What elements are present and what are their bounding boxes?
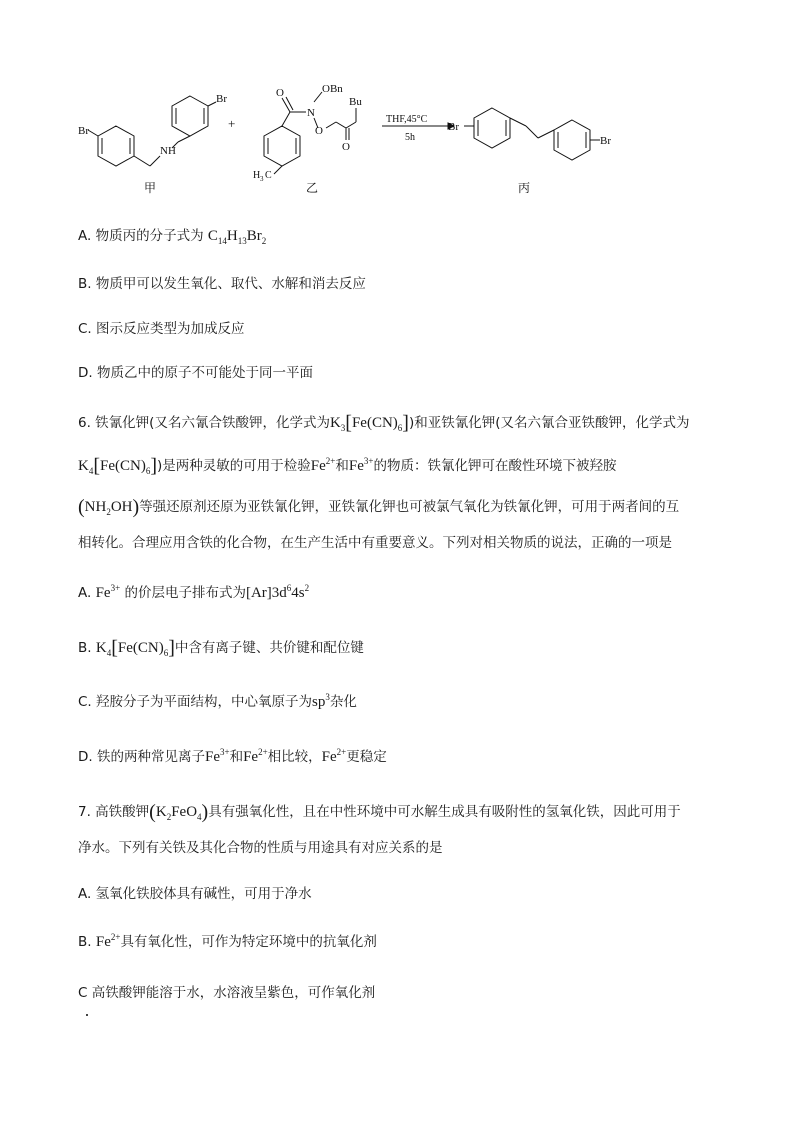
formula-sub: 4 (106, 648, 112, 658)
formula-sup: 3+ (363, 456, 374, 466)
formula: $K_3[Fe(CN)_6]$ (329, 412, 409, 434)
formula-part: Fe (321, 749, 337, 765)
atom-label: Br (78, 125, 89, 137)
option-a: A. 氢氧化铁胶体具有碱性，可用于净水 (78, 886, 312, 902)
formula-sup: 6 (286, 583, 292, 593)
atom-label: Br (448, 121, 459, 133)
formula-part: K (95, 640, 107, 656)
option-text: 和 (229, 749, 244, 765)
benzene-ring (264, 126, 300, 166)
option-text: 杂化 (329, 694, 357, 710)
formula-part: NH (84, 499, 107, 515)
formula-sup: 2+ (258, 747, 268, 757)
compound-label: 乙 (306, 181, 319, 195)
option-b (78, 638, 364, 658)
formula-sup: 3+ (110, 583, 121, 593)
formula-part: H (226, 228, 238, 244)
question-6-line-4: 相转化。合理应用含铁的化合物，在生产生活中有重要意义。下列对相关物质的说法，正确的一项是 (78, 535, 672, 551)
formula-part: Br (246, 228, 262, 244)
option-text: B. (78, 640, 96, 656)
benzene-ring (554, 120, 590, 160)
option-text: 相比较， (267, 749, 322, 765)
question-6-line-3 (78, 497, 679, 517)
option-c: C 高铁酸钾能溶于水，水溶液呈紫色，可作氧化剂 (78, 985, 376, 1001)
option-b: B. 物质甲可以发生氧化、取代、水解和消去反应 (78, 276, 366, 292)
atom-label: O (315, 125, 323, 137)
formula (311, 458, 336, 474)
atom-label: N (307, 107, 315, 119)
question-text: 6. 铁氰化钾(又名六氰合铁酸钾，化学式为 (78, 415, 330, 431)
question-text: )和亚铁氰化钾(又名六氰合亚铁酸钾，化学式为 (408, 415, 690, 431)
option-d (78, 747, 387, 767)
formula (349, 458, 374, 474)
formula-part: Fe(CN) (117, 640, 164, 656)
formula-part: Fe (95, 934, 111, 950)
formula-part: [Ar]3d (245, 585, 287, 601)
formula-part: K (329, 415, 341, 431)
reaction-time: 5h (405, 132, 415, 143)
atom-label: Br (216, 93, 227, 105)
formula-part: Fe (204, 749, 220, 765)
atom-label: 3 (260, 175, 264, 183)
formula-part: Fe(CN) (351, 415, 398, 431)
formula-sub: 6 (397, 423, 403, 433)
formula-part: FeO (171, 804, 198, 820)
formula-sub: 3 (340, 423, 346, 433)
option-text: 具有氧化性，可作为特定环境中的抗氧化剂 (120, 934, 377, 950)
formula-part: C (207, 228, 218, 244)
formula-sub: 2 (106, 507, 111, 517)
formula (312, 694, 330, 710)
option-text: C. 羟胺分子为平面结构，中心氧原子为 (78, 694, 313, 710)
question-text: )是两种灵敏的可用于检验 (157, 458, 311, 474)
option-text: D. 铁的两种常见离子 (78, 749, 205, 765)
option-text: 的价层电子排布式为 (120, 585, 246, 601)
formula: $(NH_2OH)$ (78, 496, 140, 518)
formula: $K_4[Fe(CN)_6]$ (78, 455, 158, 477)
question-text: 的物质：铁氰化钾可在酸性环境下被羟胺 (373, 458, 617, 474)
option-a (78, 226, 266, 246)
formula-sup: 2 (304, 583, 310, 593)
formula-part: K (155, 804, 167, 820)
formula (322, 749, 347, 765)
formula-part: K (78, 458, 89, 474)
formula: $K_4[Fe(CN)_6]$ (95, 637, 175, 659)
option-text: A. (78, 585, 96, 601)
compound-label: 甲 (144, 181, 157, 195)
option-text: 中含有离子键、共价键和配位键 (174, 640, 364, 656)
formula-sub: 14 (217, 236, 227, 246)
option-a (78, 583, 309, 603)
formula: $(K_2FeO_4)$ (149, 801, 209, 823)
question-6-line-1 (78, 413, 690, 433)
benzene-ring (474, 108, 510, 148)
formula-sub: 6 (163, 648, 169, 658)
atom-label: NH (160, 145, 176, 157)
formula (208, 228, 266, 244)
formula-sup: 3 (325, 692, 330, 702)
reaction-scheme (60, 78, 740, 208)
formula (96, 934, 121, 950)
formula (96, 585, 121, 601)
formula-part: Fe (243, 749, 259, 765)
formula (243, 749, 268, 765)
reaction-condition: THF,45°C (386, 114, 428, 125)
option-c (78, 692, 357, 712)
stray-dot (86, 1014, 88, 1016)
question-text: 7. 高铁酸钾 (78, 804, 150, 820)
question-6-line-2 (78, 456, 616, 476)
option-c: C. 图示反应类型为加成反应 (78, 321, 245, 337)
atom-label: C (265, 170, 272, 181)
formula-part: OH (110, 499, 133, 515)
option-text: 更稳定 (346, 749, 387, 765)
formula-sub: 6 (145, 466, 151, 476)
compound-label: 丙 (518, 181, 531, 195)
question-7-line-1 (78, 802, 681, 822)
option-text: A. 物质丙的分子式为 (78, 228, 208, 244)
formula-sup: 2+ (325, 456, 336, 466)
formula-sub: 4 (88, 466, 94, 476)
benzene-ring (98, 126, 134, 166)
question-text: 和 (335, 458, 349, 474)
option-d: D. 物质乙中的原子不可能处于同一平面 (78, 365, 313, 381)
formula-sub: 13 (237, 236, 247, 246)
formula-sup: 2+ (336, 747, 347, 757)
option-text: B. (78, 934, 96, 950)
formula-sub: 2 (166, 812, 172, 822)
formula-sub: 2 (261, 236, 267, 246)
formula-part: Fe(CN) (100, 458, 146, 474)
plus-sign: + (228, 116, 236, 131)
question-text: 等强还原剂还原为亚铁氰化钾，亚铁氰化钾也可被氯气氧化为铁氰化钾，可用于两者间的互 (139, 499, 680, 515)
formula-sup: 3+ (219, 747, 230, 757)
atom-label: H (253, 170, 261, 181)
question-7-line-2: 净水。下列有关铁及其化合物的性质与用途具有对应关系的是 (78, 840, 443, 856)
question-text: 具有强氧化性，且在中性环境中可水解生成具有吸附性的氢氧化铁，因此可用于 (208, 804, 681, 820)
formula-sub: 4 (197, 812, 202, 822)
formula-part: Fe (348, 458, 364, 474)
formula-sup: 2+ (110, 932, 121, 942)
atom-label: O (276, 87, 284, 99)
formula-part: 4s (291, 585, 305, 601)
formula-part: sp (312, 694, 326, 710)
atom-label: Bu (349, 96, 362, 108)
formula-part: Fe (310, 458, 326, 474)
formula (205, 749, 230, 765)
option-b (78, 932, 377, 952)
formula-part: Fe (95, 585, 111, 601)
atom-label: O (342, 141, 350, 153)
atom-label: Br (600, 135, 611, 147)
atom-label: OBn (322, 83, 343, 95)
formula (246, 585, 309, 601)
benzene-ring (172, 96, 208, 136)
